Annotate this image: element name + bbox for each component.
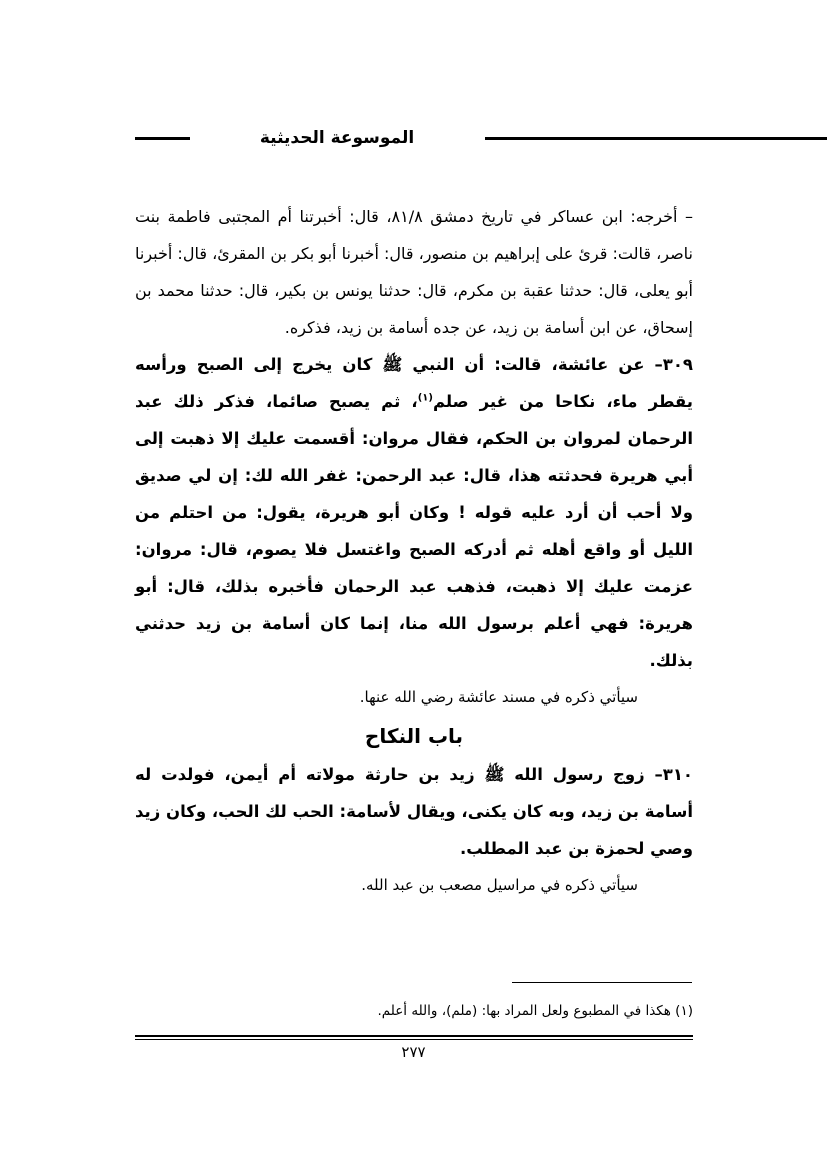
page-header: [135, 128, 693, 156]
hadith-309-text-b: ، ثم يصبح صائما، فذكر ذلك عبد الرحمان لمروان بن الحكم، فقال مروان: أقسمت عليك إلا ذهبت إلى أبي هريرة فحدثته هذا، قال: عبد الرحمن: غفر الله لك: إن لي صديق ولا أحب أن أرد عليه قوله ! وكان أبو هريرة، يقول: من احتلم من الليل أو واقع أهله ثم أدركه الصبح واغتسل فلا يصوم، قال: مروان: عزمت عليك إلا ذهبت، فذهب عبد الرحمان فأخبره بذلك، قال: أبو هريرة: فهي أعلم برسول الله منا، إنما كان أسامة بن زيد حدثني بذلك.: [135, 392, 693, 670]
hadith-309-note: سيأتي ذكره في مسند عائشة رضي الله عنها.: [359, 688, 638, 706]
hadith-309-text-a: ٣٠٩– عن عائشة، قالت: أن النبي ﷺ كان يخرج إلى الصبح ورأسه يقطر ماء، نكاحا من غير صلم: [135, 355, 693, 411]
hadith-309-paragraph: [135, 346, 693, 679]
intro-paragraph: – أخرجه: ابن عساكر في تاريخ دمشق ٨١/٨، قال: أخبرتنا أم المجتبى فاطمة بنت ناصر، قالت: قرئ على إبراهيم بن منصور، قال: أخبرنا أبو بكر بن المقرئ، قال: أخبرنا أبو يعلى، قال: حدثنا عقبة بن مكرم، قال: حدثنا يونس بن بكير، قال: حدثنا محمد بن إسحاق، عن ابن أسامة بن زيد، عن جده أسامة بن زيد، فذكره.: [135, 207, 693, 337]
hadith-310-paragraph: ٣١٠– زوج رسول الله ﷺ زيد بن حارثة مولاته أم أيمن، فولدت له أسامة بن زيد، وبه كان يكنى، ويقال لأسامة: الحب لك الحب، وكان زيد وصي لحمزة بن عبد المطلب.: [135, 765, 693, 858]
header-rule-left: [135, 137, 190, 140]
footnote: (١) هكذا في المطبوع ولعل المراد بها: (ملم)، والله أعلم.: [377, 1003, 693, 1019]
footer-rule: [135, 1035, 693, 1040]
footnote-marker[interactable]: (١): [417, 392, 433, 404]
page-title: الموسوعة الحديثية: [259, 128, 415, 148]
header-rule-right: [485, 137, 827, 140]
footnote-separator: [512, 982, 692, 983]
page-number: ٢٧٧: [401, 1043, 426, 1061]
hadith-310-note: سيأتي ذكره في مراسيل مصعب بن عبد الله.: [361, 876, 638, 894]
main-text: [135, 198, 693, 904]
section-title: باب النكاح: [364, 724, 464, 748]
